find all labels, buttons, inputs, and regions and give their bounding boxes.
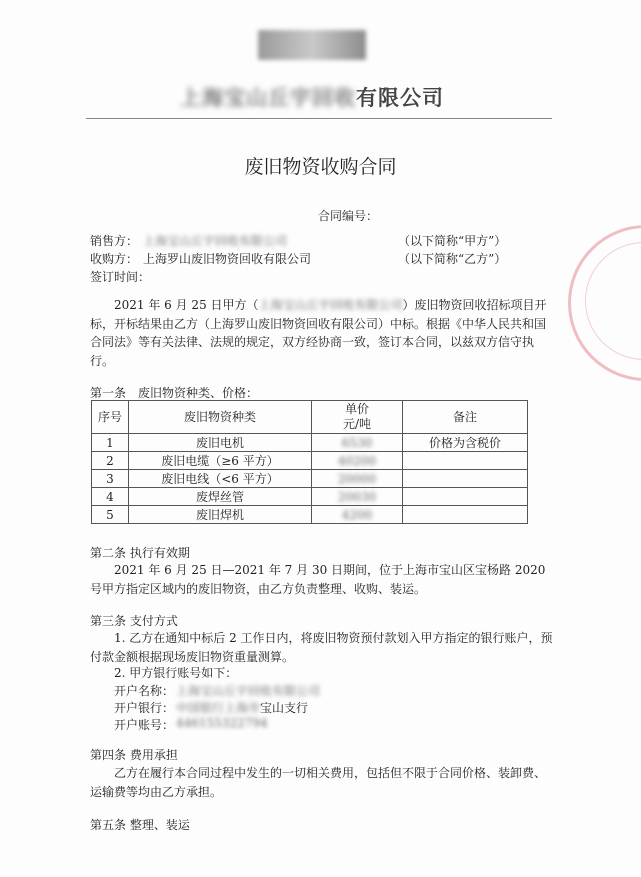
bank-label: 开户银行：	[114, 701, 175, 715]
account-name-value: 上海宝山丘宇回收有限公司	[176, 684, 321, 698]
letterhead-company-name	[180, 82, 444, 112]
row-type: 废焊丝管	[129, 488, 312, 506]
bank-info-intro: 2. 甲方银行账号如下：	[114, 666, 238, 680]
bank-value	[176, 699, 308, 716]
table-row	[92, 470, 528, 488]
table-row	[92, 452, 528, 470]
row-note: 价格为含税价	[403, 434, 528, 452]
article1-heading: 第一条 废旧物资种类、价格：	[90, 386, 259, 400]
intro-seller-name: 上海宝山丘宇回收有限公司	[258, 298, 403, 312]
seller-label: 销售方：	[90, 234, 139, 248]
row-note	[403, 506, 528, 524]
header-type: 废旧物资种类	[129, 401, 312, 434]
article4-text: 乙方在履行本合同过程中发生的一切相关费用，包括但不限于合同价格、装卸费、运输费等均由乙方承担。	[90, 766, 547, 799]
row-note	[403, 470, 528, 488]
row-no: 5	[92, 506, 129, 524]
account-number-value: 446155322794	[176, 716, 268, 730]
account-number-label: 开户账号：	[114, 718, 175, 732]
header-note: 备注	[403, 401, 528, 434]
bank-value-blurred: 中国银行上海市	[176, 701, 261, 715]
row-price: 20000	[312, 470, 403, 488]
table-row	[92, 488, 528, 506]
red-seal-lettering	[572, 255, 612, 345]
row-price: 4200	[312, 506, 403, 524]
letterhead-company-prefix: 上海宝山丘宇回收	[180, 86, 356, 110]
bank-value-branch: 宝山支行	[260, 701, 309, 715]
row-price: 40200	[312, 452, 403, 470]
row-no: 4	[92, 488, 129, 506]
buyer-name: 上海罗山废旧物资回收有限公司	[143, 252, 312, 266]
row-type: 废旧电机	[129, 434, 312, 452]
row-no: 2	[92, 452, 129, 470]
seller-note: （以下简称“甲方”）	[398, 234, 507, 248]
row-no: 1	[92, 434, 129, 452]
price-table	[91, 400, 528, 524]
row-note	[403, 452, 528, 470]
row-type: 废旧电线（<6 平方）	[129, 470, 312, 488]
document-title: 废旧物资收购合同	[244, 156, 397, 178]
row-price: 6530	[312, 434, 403, 452]
account-name-label: 开户名称：	[114, 684, 175, 698]
header-price-unit: 元/吨	[342, 417, 372, 431]
buyer-note: （以下简称“乙方”）	[398, 252, 507, 266]
company-logo	[258, 30, 366, 60]
article3-item1: 1. 乙方在通知中标后 2 工作日内，将废旧物资预付款划入甲方指定的银行账户，预付款金额根据现场废旧物资重量测算。	[90, 631, 553, 664]
buyer-label: 收购方：	[90, 252, 139, 266]
table-row	[92, 434, 528, 452]
intro-text-2: ）废旧物资回收招标项目开标，开标结果由乙方（上海罗山废旧物资回收有限公司）中标。根据《中华人民共和国合同法》等有关法律、法规的规定，双方经协商一致，签订本合同，以兹双方信守执行。	[90, 298, 547, 368]
article5-heading: 第五条 整理、装运	[90, 818, 190, 832]
header-no: 序号	[92, 401, 129, 434]
contract-number-label: 合同编号：	[318, 209, 379, 223]
article2-heading: 第二条 执行有效期	[90, 546, 190, 560]
article4-heading: 第四条 费用承担	[90, 748, 178, 762]
header-price-top: 单价	[344, 402, 369, 416]
sign-time-label: 签订时间：	[90, 270, 151, 284]
header-price	[312, 401, 403, 434]
row-type: 废旧电缆（≥6 平方）	[129, 452, 312, 470]
intro-text-1: 2021 年 6 月 25 日甲方（	[114, 298, 259, 312]
letterhead-divider	[86, 118, 552, 119]
row-price: 20030	[312, 488, 403, 506]
table-header-row	[92, 401, 528, 434]
letterhead-company-suffix: 有限公司	[356, 86, 444, 110]
row-type: 废旧焊机	[129, 506, 312, 524]
row-no: 3	[92, 470, 129, 488]
row-note	[403, 488, 528, 506]
article3-heading: 第三条 支付方式	[90, 614, 178, 628]
article2-text: 2021 年 6 月 25 日—2021 年 7 月 30 日期间，位于上海市宝山区宝杨路 2020 号甲方指定区域内的废旧物资，由乙方负责整理、收购、装运。	[90, 563, 546, 596]
table-row	[92, 506, 528, 524]
seller-name: 上海宝山丘宇回收有限公司	[143, 234, 288, 248]
intro-paragraph	[90, 296, 555, 370]
article3-item2	[114, 664, 237, 681]
